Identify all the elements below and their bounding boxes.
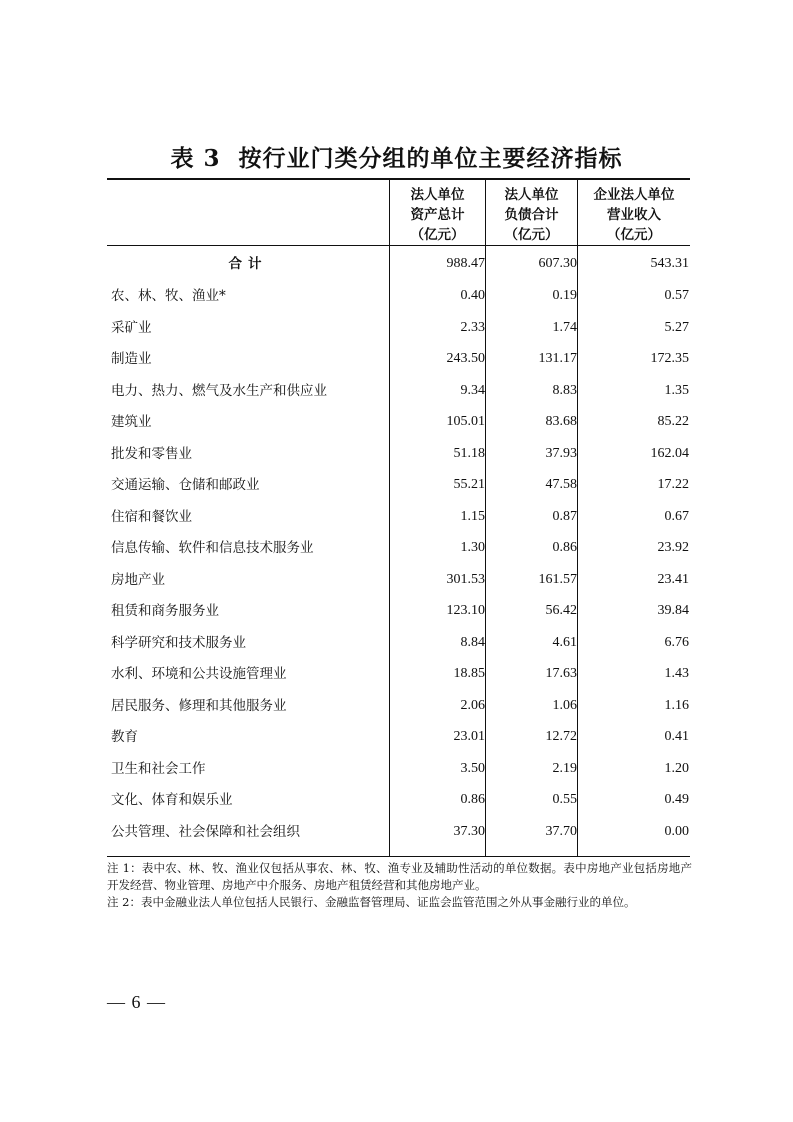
table-row — [107, 690, 690, 722]
cell-revenue: 0.49 — [664, 792, 689, 807]
cell-assets: 8.84 — [460, 634, 485, 650]
header-line: 法人单位 — [410, 187, 465, 203]
header-liabilities — [486, 186, 577, 244]
cell-revenue: 6.76 — [664, 634, 689, 650]
row-label: 合计 — [228, 256, 268, 272]
table-row — [107, 343, 690, 375]
cell-liabilities: 1.06 — [552, 697, 577, 713]
table-row — [107, 532, 690, 564]
cell-liabilities: 1.74 — [552, 319, 577, 335]
cell-revenue: 85.22 — [657, 414, 689, 429]
cell-liabilities: 2.19 — [552, 760, 577, 776]
cell-assets: 37.30 — [453, 823, 485, 839]
header-line: （亿元） — [607, 227, 661, 243]
header-line: 营业收入 — [607, 207, 661, 223]
row-label: 文化、体育和娱乐业 — [111, 792, 233, 808]
cell-revenue: 5.27 — [664, 319, 689, 335]
cell-liabilities: 607.30 — [538, 256, 577, 271]
table-number: 表 3 — [170, 145, 221, 172]
note-1: 注 1：表中农、林、牧、渔业仅包括从事农、林、牧、渔专业及辅助性活动的单位数据。表中房地产业包括房地产开发经营、物业管理、房地产中介服务、房地产租赁经营和其他房地产业。 — [107, 861, 692, 892]
cell-assets: 0.86 — [460, 792, 485, 807]
row-label: 教育 — [111, 729, 138, 745]
table-row — [107, 753, 690, 785]
table-row — [107, 469, 690, 501]
table-row — [107, 564, 690, 596]
cell-revenue: 172.35 — [650, 351, 689, 366]
cell-revenue: 1.20 — [664, 760, 689, 776]
cell-liabilities: 12.72 — [545, 729, 577, 744]
header-line: （亿元） — [504, 227, 559, 243]
cell-liabilities: 37.93 — [545, 445, 577, 461]
cell-liabilities: 17.63 — [545, 666, 577, 681]
header-line: 负债合计 — [504, 207, 559, 223]
table-row-total — [107, 248, 690, 280]
cell-revenue: 162.04 — [650, 445, 689, 461]
table-top-rule — [107, 178, 690, 180]
cell-revenue: 543.31 — [650, 256, 689, 271]
cell-liabilities: 131.17 — [538, 351, 577, 366]
row-label: 交通运输、仓储和邮政业 — [111, 477, 260, 493]
row-label: 卫生和社会工作 — [111, 760, 206, 777]
cell-assets: 0.40 — [460, 288, 485, 303]
header-revenue — [578, 186, 690, 244]
row-label: 房地产业 — [111, 571, 165, 588]
row-label: 建筑业 — [111, 414, 152, 430]
cell-assets: 55.21 — [453, 477, 485, 492]
cell-revenue: 0.67 — [664, 508, 689, 524]
table-row — [107, 816, 690, 848]
row-label: 批发和零售业 — [111, 445, 192, 462]
table-row — [107, 658, 690, 690]
cell-liabilities: 56.42 — [545, 603, 577, 618]
cell-assets: 51.18 — [453, 445, 485, 461]
cell-liabilities: 47.58 — [545, 477, 577, 492]
table-notes — [107, 860, 692, 911]
row-label: 采矿业 — [111, 319, 152, 336]
cell-revenue: 0.57 — [664, 288, 689, 303]
cell-assets: 105.01 — [446, 414, 485, 429]
cell-assets: 18.85 — [453, 666, 485, 681]
cell-revenue: 23.92 — [657, 540, 689, 555]
row-label: 租赁和商务服务业 — [111, 603, 219, 619]
table-row — [107, 375, 690, 407]
row-label: 公共管理、社会保障和社会组织 — [111, 823, 300, 840]
cell-liabilities: 0.19 — [552, 288, 577, 303]
cell-revenue: 17.22 — [657, 477, 689, 492]
cell-revenue: 39.84 — [657, 603, 689, 618]
row-label: 水利、环境和公共设施管理业 — [111, 666, 287, 682]
row-label: 电力、热力、燃气及水生产和供应业 — [111, 382, 327, 399]
cell-liabilities: 161.57 — [538, 571, 577, 587]
header-assets — [390, 186, 485, 244]
page-number: — 6 — — [107, 992, 166, 1012]
header-line: （亿元） — [410, 227, 465, 243]
cell-liabilities: 37.70 — [545, 823, 577, 839]
cell-liabilities: 0.86 — [552, 540, 577, 555]
page-title — [0, 140, 793, 173]
header-line: 法人单位 — [504, 187, 559, 203]
cell-revenue: 1.16 — [664, 697, 689, 713]
table-row — [107, 312, 690, 344]
cell-assets: 1.15 — [460, 508, 485, 524]
cell-revenue: 0.41 — [664, 729, 689, 744]
header-line: 资产总计 — [410, 207, 465, 223]
table-row — [107, 595, 690, 627]
cell-assets: 23.01 — [453, 729, 485, 744]
cell-revenue: 1.43 — [664, 666, 689, 681]
table-row — [107, 627, 690, 659]
cell-liabilities: 0.55 — [552, 792, 577, 807]
cell-revenue: 1.35 — [664, 382, 689, 398]
cell-assets: 1.30 — [460, 540, 485, 555]
cell-assets: 2.06 — [460, 697, 485, 713]
row-label: 住宿和餐饮业 — [111, 508, 192, 525]
table-title: 按行业门类分组的单位主要经济指标 — [238, 145, 623, 172]
cell-assets: 243.50 — [446, 351, 485, 366]
row-label: 制造业 — [111, 351, 152, 367]
cell-assets: 988.47 — [446, 256, 485, 271]
table-row — [107, 784, 690, 816]
cell-liabilities: 0.87 — [552, 508, 577, 524]
cell-revenue: 23.41 — [657, 571, 689, 587]
row-label: 科学研究和技术服务业 — [111, 634, 246, 651]
cell-assets: 123.10 — [446, 603, 485, 618]
note-2: 注 2：表中金融业法人单位包括人民银行、金融监督管理局、证监会监管范围之外从事金融行业的单位。 — [107, 895, 636, 909]
table-row — [107, 406, 690, 438]
row-label: 居民服务、修理和其他服务业 — [111, 697, 287, 714]
cell-liabilities: 83.68 — [545, 414, 577, 429]
cell-revenue: 0.00 — [664, 823, 689, 839]
row-label: 农、林、牧、渔业* — [111, 288, 226, 304]
table-row — [107, 721, 690, 753]
cell-liabilities: 8.83 — [552, 382, 577, 398]
cell-liabilities: 4.61 — [552, 634, 577, 650]
row-label: 信息传输、软件和信息技术服务业 — [111, 540, 314, 556]
table-header-rule — [107, 245, 690, 246]
cell-assets: 2.33 — [460, 319, 485, 335]
table-row — [107, 438, 690, 470]
cell-assets: 301.53 — [446, 571, 485, 587]
table-row — [107, 280, 690, 312]
cell-assets: 9.34 — [460, 382, 485, 398]
table-row — [107, 501, 690, 533]
cell-assets: 3.50 — [460, 760, 485, 776]
table-bottom-rule — [107, 856, 690, 857]
header-line: 企业法人单位 — [593, 187, 675, 203]
